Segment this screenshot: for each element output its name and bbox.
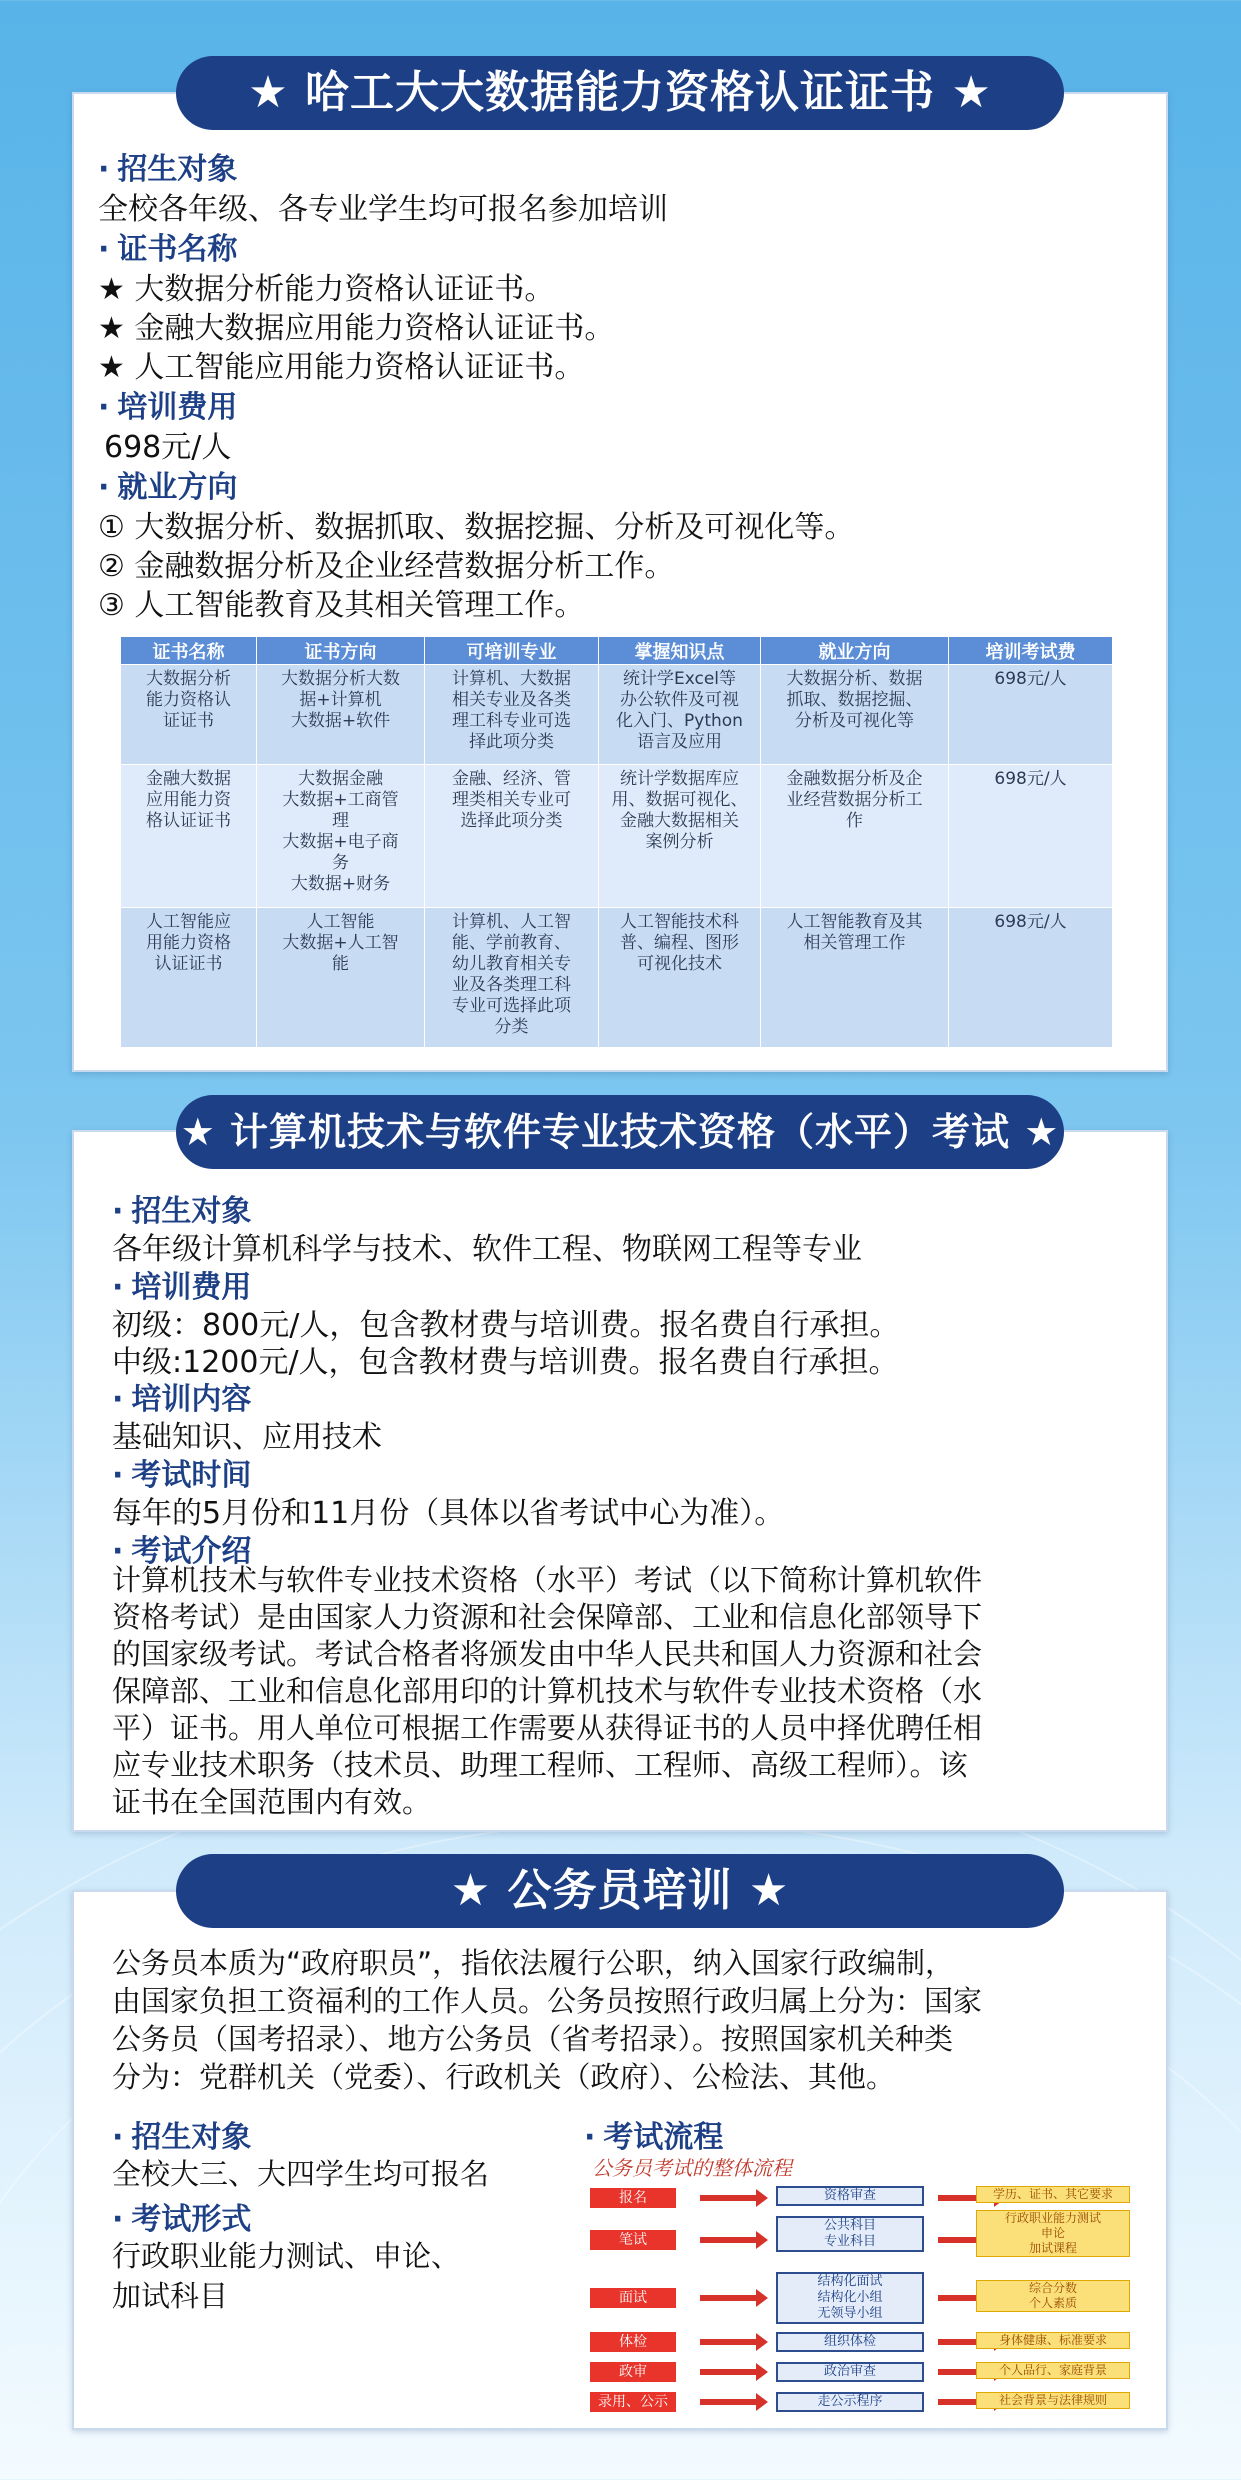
cell-line: 理工科专业可选 bbox=[452, 711, 571, 731]
cell-line: 分析及可视化等 bbox=[795, 711, 914, 731]
intro-line: 证书在全国范围内有效。 bbox=[112, 1785, 432, 1819]
flow-step: 录用、公示 bbox=[590, 2392, 676, 2412]
cell-line: 普、编程、图形 bbox=[620, 933, 739, 953]
cell-line: 化入门、Python bbox=[616, 711, 743, 731]
column-header: 培训考试费 bbox=[949, 637, 1113, 665]
flow-step: 体检 bbox=[590, 2332, 676, 2352]
cell-line: 大数据+工商管 bbox=[282, 790, 399, 810]
flow-detail bbox=[776, 2272, 924, 2324]
cell-line: 金融大数据相关 bbox=[620, 811, 739, 831]
flow-step: 面试 bbox=[590, 2288, 676, 2308]
time-text: 每年的5月份和11月份（具体以省考试中心为准）。 bbox=[112, 1496, 785, 1531]
fee-heading: · 培训费用 bbox=[112, 1262, 251, 1306]
content-text: 基础知识、应用技术 bbox=[112, 1420, 382, 1455]
flow-detail bbox=[776, 2216, 924, 2252]
flow-detail-line: 政治审查 bbox=[823, 2364, 876, 2379]
cell-line: 可视化技术 bbox=[637, 954, 722, 974]
cell-line: 案例分析 bbox=[645, 832, 714, 852]
cell-line: 大数据+电子商 bbox=[282, 832, 399, 852]
flow-detail-line: 无领导小组 bbox=[817, 2306, 883, 2321]
flow-heading: · 考试流程 bbox=[584, 2112, 723, 2156]
column-header: 就业方向 bbox=[761, 637, 949, 665]
career-heading: · 就业方向 bbox=[98, 462, 237, 506]
fee-heading: · 培训费用 bbox=[98, 382, 237, 426]
intro-line: 平）证书。用人单位可根据工作需要从获得证书的人员中择优聘任相 bbox=[112, 1711, 983, 1745]
flow-step: 报名 bbox=[590, 2188, 676, 2208]
cell-line: 据+计算机 bbox=[299, 690, 382, 710]
flow-note bbox=[976, 2332, 1130, 2349]
career-item: ② 金融数据分析及企业经营数据分析工作。 bbox=[98, 549, 675, 584]
fee-line: 初级：800元/人，包含教材费与培训费。报名费自行承担。 bbox=[112, 1308, 900, 1343]
flow-note-line: 个人品行、家庭背景 bbox=[998, 2363, 1107, 2377]
flow-detail bbox=[776, 2186, 924, 2206]
cell-line: 相关专业及各类 bbox=[452, 690, 571, 710]
cell-line: 大数据+财务 bbox=[290, 874, 391, 894]
cell-line: 能、学前教育、 bbox=[452, 933, 571, 953]
cell-line: 金融、经济、管 bbox=[452, 769, 571, 789]
cell-line: 大数据分析、数据 bbox=[786, 669, 923, 689]
table-cell bbox=[949, 908, 1113, 1048]
flow-note bbox=[976, 2210, 1130, 2257]
table-cell bbox=[425, 765, 599, 908]
cell-line: 能 bbox=[332, 954, 349, 974]
cell-line: 统计学数据库应 bbox=[620, 769, 739, 789]
column-header: 证书名称 bbox=[121, 637, 257, 665]
table-row bbox=[121, 665, 1113, 765]
intro-paragraph bbox=[112, 1562, 1132, 1821]
flow-note-line: 个人素质 bbox=[1028, 2296, 1077, 2310]
flow-note bbox=[976, 2280, 1130, 2312]
arrow-right-icon bbox=[700, 2339, 758, 2345]
flow-detail-line: 专业科目 bbox=[823, 2234, 876, 2249]
cell-line: 大数据金融 bbox=[298, 769, 383, 789]
intro-line: 的国家级考试。考试合格者将颁发由中华人民共和国人力资源和社会 bbox=[112, 1637, 983, 1671]
cell-line: 698元/人 bbox=[994, 669, 1067, 689]
table-cell bbox=[949, 665, 1113, 765]
enroll-heading: · 招生对象 bbox=[112, 1186, 251, 1230]
flow-detail bbox=[776, 2332, 924, 2352]
intro-line: 公务员本质为“政府职员”，指依法履行公职，纳入国家行政编制， bbox=[112, 1946, 955, 1980]
table-cell bbox=[761, 765, 949, 908]
cell-line: 格认证证书 bbox=[146, 811, 231, 831]
cell-line: 698元/人 bbox=[994, 912, 1067, 932]
cell-line: 计算机、大数据 bbox=[452, 669, 571, 689]
flow-note bbox=[976, 2392, 1130, 2409]
intro-heading: · 考试介绍 bbox=[112, 1526, 251, 1570]
flow-detail-line: 公共科目 bbox=[823, 2218, 876, 2233]
table-cell bbox=[121, 765, 257, 908]
intro-line: 计算机技术与软件专业技术资格（水平）考试（以下简称计算机软件 bbox=[112, 1563, 983, 1597]
arrow-right-icon bbox=[700, 2195, 758, 2201]
intro-line: 应专业技术职务（技术员、助理工程师、工程师、高级工程师）。该 bbox=[112, 1748, 968, 1782]
enroll-text: 全校大三、大四学生均可报名 bbox=[112, 2157, 490, 2191]
enroll-text: 全校各年级、各专业学生均可报名参加培训 bbox=[98, 192, 668, 227]
cell-line: 大数据+软件 bbox=[290, 711, 391, 731]
fee-text: 698元/人 bbox=[104, 430, 232, 465]
cell-line: 分类 bbox=[494, 1017, 529, 1037]
cell-line: 698元/人 bbox=[994, 769, 1067, 789]
flow-note-line: 加试课程 bbox=[1028, 2241, 1077, 2255]
cell-line: 人工智能教育及其 bbox=[786, 912, 923, 932]
cell-line: 作 bbox=[846, 811, 863, 831]
section-banner-software-exam: ★ 计算机技术与软件专业技术资格（水平）考试 ★ bbox=[176, 1095, 1064, 1169]
cell-line: 专业可选择此项 bbox=[452, 996, 571, 1016]
intro-line: 保障部、工业和信息化部用印的计算机技术与软件专业技术资格（水 bbox=[112, 1674, 983, 1708]
content-heading: · 培训内容 bbox=[112, 1374, 251, 1418]
arrow-right-icon bbox=[700, 2237, 758, 2243]
cell-line: 计算机、人工智 bbox=[452, 912, 571, 932]
column-header: 掌握知识点 bbox=[599, 637, 761, 665]
cell-line: 人工智能应 bbox=[146, 912, 231, 932]
table-cell bbox=[599, 665, 761, 765]
cell-line: 金融大数据 bbox=[146, 769, 231, 789]
enroll-text: 各年级计算机科学与技术、软件工程、物联网工程等专业 bbox=[112, 1232, 862, 1267]
intro-line: 资格考试）是由国家人力资源和社会保障部、工业和信息化部领导下 bbox=[112, 1600, 983, 1634]
arrow-right-icon bbox=[700, 2399, 758, 2405]
flow-detail bbox=[776, 2362, 924, 2382]
table-cell bbox=[257, 665, 425, 765]
flow-detail-line: 结构化面试 bbox=[817, 2274, 883, 2289]
intro-line: 由国家负担工资福利的工作人员。公务员按照行政归属上分为：国家 bbox=[112, 1984, 983, 2018]
table-row bbox=[121, 908, 1113, 1048]
flow-detail bbox=[776, 2392, 924, 2412]
intro-line: 分为：党群机关（党委）、行政机关（政府）、公检法、其他。 bbox=[112, 2060, 896, 2094]
flow-note-line: 行政职业能力测试 bbox=[1004, 2211, 1101, 2225]
flow-note bbox=[976, 2362, 1130, 2379]
table-cell bbox=[599, 765, 761, 908]
civil-intro-paragraph bbox=[112, 1944, 1132, 2096]
section-banner-big-data: ★ 哈工大大数据能力资格认证证书 ★ bbox=[176, 56, 1064, 130]
cell-line: 务 bbox=[332, 853, 349, 873]
column-header: 证书方向 bbox=[257, 637, 425, 665]
fee-line: 中级:1200元/人，包含教材费与培训费。报名费自行承担。 bbox=[112, 1345, 899, 1380]
cell-line: 幼儿教育相关专 bbox=[452, 954, 571, 974]
career-item: ③ 人工智能教育及其相关管理工作。 bbox=[98, 588, 585, 623]
table-cell bbox=[599, 908, 761, 1048]
cell-line: 语言及应用 bbox=[637, 732, 722, 752]
time-heading: · 考试时间 bbox=[112, 1450, 251, 1494]
cell-line: 择此项分类 bbox=[469, 732, 554, 752]
cell-line: 用能力资格 bbox=[146, 933, 231, 953]
flow-note-line: 身体健康、标准要求 bbox=[998, 2333, 1107, 2347]
cert-item: ★ 人工智能应用能力资格认证证书。 bbox=[98, 350, 585, 385]
flow-note bbox=[976, 2186, 1130, 2203]
form-heading: · 考试形式 bbox=[112, 2194, 251, 2238]
cell-line: 人工智能 bbox=[306, 912, 375, 932]
cell-line: 业及各类理工科 bbox=[452, 975, 571, 995]
table-cell bbox=[257, 765, 425, 908]
cell-line: 理类相关专业可 bbox=[452, 790, 571, 810]
cert-heading: · 证书名称 bbox=[98, 224, 237, 268]
cell-line: 办公软件及可视 bbox=[620, 690, 739, 710]
intro-line: 公务员（国考招录）、地方公务员（省考招录）。按照国家机关种类 bbox=[112, 2022, 954, 2056]
cert-table bbox=[120, 636, 1113, 1048]
cell-line: 认证证书 bbox=[154, 954, 223, 974]
enroll-heading: · 招生对象 bbox=[98, 144, 237, 188]
flow-note-line: 申论 bbox=[1040, 2226, 1065, 2240]
table-cell bbox=[121, 665, 257, 765]
table-row bbox=[121, 765, 1113, 908]
cell-line: 大数据分析大数 bbox=[281, 669, 400, 689]
cell-line: 证证书 bbox=[163, 711, 214, 731]
cell-line: 人工智能技术科 bbox=[620, 912, 739, 932]
flow-detail-line: 资格审查 bbox=[823, 2188, 876, 2203]
section-banner-civil-servant: ★ 公务员培训 ★ bbox=[176, 1854, 1064, 1928]
table-cell bbox=[761, 908, 949, 1048]
arrow-right-icon bbox=[700, 2369, 758, 2375]
column-header: 可培训专业 bbox=[425, 637, 599, 665]
table-cell bbox=[949, 765, 1113, 908]
enroll-heading: · 招生对象 bbox=[112, 2112, 251, 2156]
table-header-row bbox=[121, 637, 1113, 665]
flow-detail-line: 组织体检 bbox=[823, 2334, 876, 2349]
cell-line: 用、数据可视化、 bbox=[611, 790, 748, 810]
form-line: 加试科目 bbox=[112, 2279, 229, 2313]
cell-line: 能力资格认 bbox=[146, 690, 231, 710]
arrow-right-icon bbox=[700, 2295, 758, 2301]
cert-item: ★ 大数据分析能力资格认证证书。 bbox=[98, 272, 555, 307]
flow-chart-title: 公务员考试的整体流程 bbox=[592, 2156, 792, 2180]
career-item: ① 大数据分析、数据抓取、数据挖掘、分析及可视化等。 bbox=[98, 510, 855, 545]
cell-line: 统计学Excel等 bbox=[622, 669, 737, 689]
cell-line: 业经营数据分析工 bbox=[786, 790, 923, 810]
flow-note-line: 综合分数 bbox=[1028, 2281, 1077, 2295]
cell-line: 理 bbox=[332, 811, 349, 831]
table-cell bbox=[425, 665, 599, 765]
cell-line: 选择此项分类 bbox=[460, 811, 563, 831]
flow-detail-line: 结构化小组 bbox=[817, 2290, 883, 2305]
cell-line: 大数据+人工智 bbox=[282, 933, 399, 953]
form-line: 行政职业能力测试、申论、 bbox=[112, 2239, 461, 2273]
cert-item: ★ 金融大数据应用能力资格认证证书。 bbox=[98, 311, 615, 346]
table-cell bbox=[121, 908, 257, 1048]
flow-note-line: 学历、证书、其它要求 bbox=[992, 2187, 1113, 2201]
cell-line: 抓取、数据挖掘、 bbox=[786, 690, 923, 710]
cell-line: 大数据分析 bbox=[146, 669, 231, 689]
table-cell bbox=[425, 908, 599, 1048]
cell-line: 相关管理工作 bbox=[803, 933, 906, 953]
flow-step: 笔试 bbox=[590, 2230, 676, 2250]
flow-detail-line: 走公示程序 bbox=[817, 2394, 883, 2409]
table-cell bbox=[761, 665, 949, 765]
flow-note-line: 社会背景与法律规则 bbox=[998, 2393, 1107, 2407]
cell-line: 应用能力资 bbox=[146, 790, 231, 810]
table-cell bbox=[257, 908, 425, 1048]
cell-line: 金融数据分析及企 bbox=[786, 769, 923, 789]
flow-step: 政审 bbox=[590, 2362, 676, 2382]
